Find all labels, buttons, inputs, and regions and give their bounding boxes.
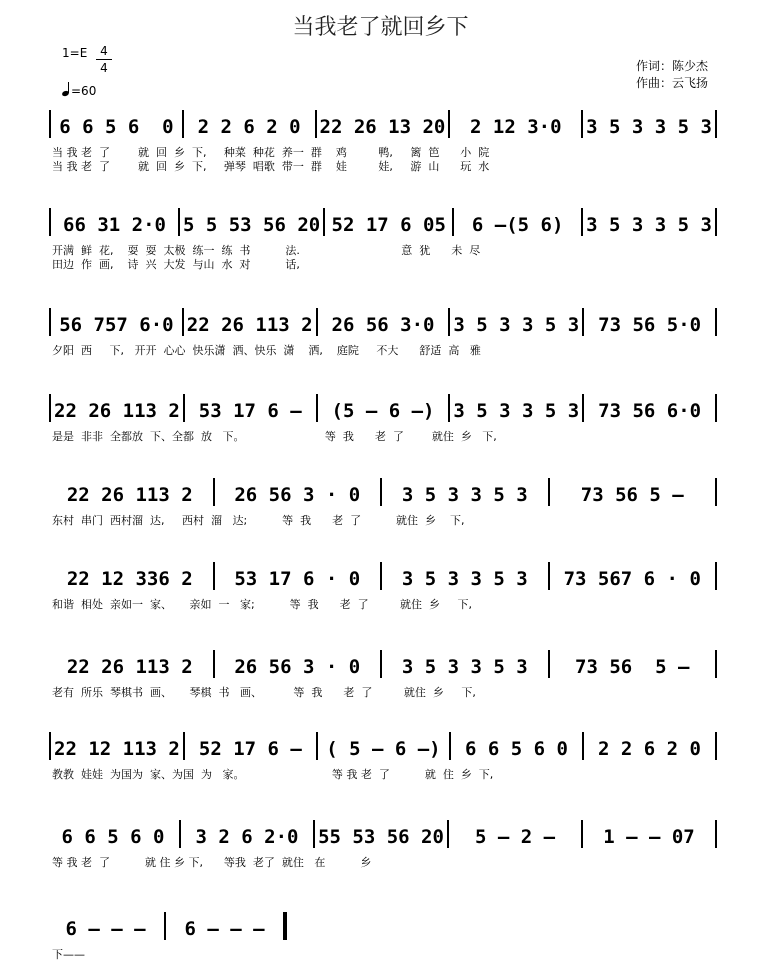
barline [715,394,717,422]
measure: 52 17 6 – [198,738,302,760]
measure: 22 26 13 20 [319,116,446,138]
barline [49,394,51,422]
barline [49,208,51,236]
measure: 22 26 113 2 [66,656,193,678]
measure: 52 17 6 05 [331,214,446,236]
time-signature-bottom: 4 [100,61,108,75]
measure: 53 17 6 – [198,400,302,422]
barline [582,394,584,422]
measure: 2 12 3·0 [470,116,562,138]
measure: 73 56 5 – [580,484,684,506]
measure: 26 56 3·0 [331,314,435,336]
score-system [48,476,718,528]
notation-line [48,108,718,138]
measure: 3 2 6 2·0 [195,826,299,848]
measure: 26 56 3 · 0 [234,656,361,678]
notation-line [48,392,718,422]
barline [447,820,449,848]
measure: 3 5 3 3 5 3 [453,400,580,422]
tempo-value: =60 [71,84,97,98]
measure: 22 26 113 2 [186,314,313,336]
score-system [48,392,718,444]
barline [380,650,382,678]
time-signature [96,44,112,75]
score-system [48,910,288,962]
measure: 3 5 3 3 5 3 [401,568,528,590]
barline [715,308,717,336]
barline [315,110,317,138]
score-system [48,206,718,272]
barline [448,110,450,138]
measure: 73 567 6 · 0 [563,568,701,590]
barline [313,820,315,848]
lyrics-block [48,244,718,272]
score-system [48,306,718,358]
barline [715,820,717,848]
measure: 2 2 6 2 0 [598,738,701,760]
barline [548,478,550,506]
barline [582,308,584,336]
measure: 53 17 6 · 0 [234,568,361,590]
song-title: 当我老了就回乡下 [292,15,469,40]
barline [213,562,215,590]
lyrics-block [48,430,718,444]
measure: 6 6 5 6 0 [61,826,165,848]
lyrics-block [48,344,718,358]
notation-line [48,818,718,848]
lyric-line: 和谐 相处 亲如一 家、 亲如 一 家; 等 我 老 了 就住 乡 下, [52,598,473,611]
barline [715,732,717,760]
score-system [48,560,718,612]
barline [316,732,318,760]
lyric-line: 等 我 老 了 就 住 乡 下, 等我 老了 就住 在 乡 [52,856,372,869]
barline [582,732,584,760]
measure: 2 2 6 2 0 [197,116,301,138]
measure: 73 56 5 – [575,656,690,678]
lyrics-block [48,948,288,962]
measure: 6 –(5 6) [471,214,564,236]
measure: 3 5 3 3 5 3 [401,656,528,678]
measure: 56 757 6·0 [59,314,174,336]
lyrics-block [48,514,718,528]
barline [581,110,583,138]
barline [715,562,717,590]
note-stem [68,82,69,93]
key-signature: 1=E [62,46,88,60]
measure: 73 56 6·0 [598,400,702,422]
barline [183,732,185,760]
lyric-line: 当 我 老 了 就 回 乡 下, 弹琴 唱歌 带一 群 娃 娃, 游 山 玩 水 [52,160,490,173]
measure: 3 5 3 3 5 3 [586,116,712,138]
measure: 22 26 113 2 [54,400,180,422]
notation-line [48,560,718,590]
measure: 22 12 113 2 [54,738,180,760]
lyric-line: 下—— [52,948,85,961]
barline [49,732,51,760]
barline [182,110,184,138]
lyric-line: 开满 鲜 花, 耍 耍 太极 练一 练 书 法. 意 犹 未 尽 [52,244,481,257]
barline [449,732,451,760]
barline [715,650,717,678]
barline [380,478,382,506]
composer: 作曲：云飞扬 [636,76,709,90]
time-signature-line [96,59,112,60]
lyric-line: 当 我 老 了 就 回 乡 下, 种菜 种花 养一 群 鸡 鸭, 篱 笆 小 院 [52,146,490,159]
lyrics-block [48,146,718,174]
measure: 5 5 53 56 20 [182,214,321,236]
credits [636,58,708,92]
barline [283,912,287,940]
lyric-line: 夕阳 西 下, 开开 心心 快乐潇 洒、快乐 潇 洒, 庭院 不大 舒适 高 雅 [52,344,481,357]
measure: 6 6 5 6 0 [464,738,568,760]
measure: 6 – – – [184,918,265,940]
notation-line [48,648,718,678]
barline [448,394,450,422]
measure: 22 26 113 2 [66,484,193,506]
barline [323,208,325,236]
barline [178,208,180,236]
barline [316,394,318,422]
notation-line [48,206,718,236]
barline [715,208,717,236]
notation-line [48,910,288,940]
barline [581,208,583,236]
barline [715,478,717,506]
barline [213,650,215,678]
measure: 5 – 2 – [474,826,556,848]
measure: 3 5 3 3 5 3 [401,484,528,506]
lyrics-block [48,856,718,870]
barline [179,820,181,848]
barline [316,308,318,336]
barline [213,478,215,506]
measure: 55 53 56 20 [318,826,444,848]
tempo-marking [62,84,96,98]
lyrics-block [48,768,718,782]
notation-line [48,306,718,336]
measure: 3 5 3 3 5 3 [453,314,580,336]
lyric-line: 是是 非非 全都放 下、全都 放 下。 等 我 老 了 就住 乡 下, [52,430,497,443]
score-system [48,108,718,174]
barline [182,308,184,336]
time-signature-top: 4 [100,44,108,58]
notation-line [48,476,718,506]
barline [164,912,166,940]
barline [380,562,382,590]
measure: 22 12 336 2 [66,568,193,590]
lyric-line: 东村 串门 西村溜 达, 西村 溜 达; 等 我 老 了 就住 乡 下, [52,514,465,527]
lyrics-block [48,598,718,612]
score-system [48,818,718,870]
lyrics-block [48,686,718,700]
lyric-line: 教教 娃娃 为国为 家、为国 为 家。 等 我 老 了 就 住 乡 下, [52,768,494,781]
barline [448,308,450,336]
notation-line [48,730,718,760]
measure: 26 56 3 · 0 [234,484,361,506]
lyric-line: 田边 作 画, 诗 兴 大发 与山 水 对 话, [52,258,300,271]
measure: 6 – – – [65,918,146,940]
score-system [48,730,718,782]
barline [49,308,51,336]
lyricist: 作词：陈少杰 [636,59,709,73]
barline [581,820,583,848]
measure: 1 – – 07 [603,826,695,848]
barline [183,394,185,422]
measure: ( 5 – 6 –) [326,738,441,760]
lyric-line: 老有 所乐 琴棋书 画、 琴棋 书 画、 等 我 老 了 就住 乡 下, [52,686,476,699]
measure: (5 – 6 –) [331,400,435,422]
barline [49,110,51,138]
score-system [48,648,718,700]
measure: 66 31 2·0 [63,214,166,236]
measure: 3 5 3 3 5 3 [586,214,712,236]
barline [548,650,550,678]
measure: 6 6 5 6 0 [59,116,174,138]
barline [452,208,454,236]
measure: 73 56 5·0 [598,314,702,336]
barline [548,562,550,590]
barline [715,110,717,138]
